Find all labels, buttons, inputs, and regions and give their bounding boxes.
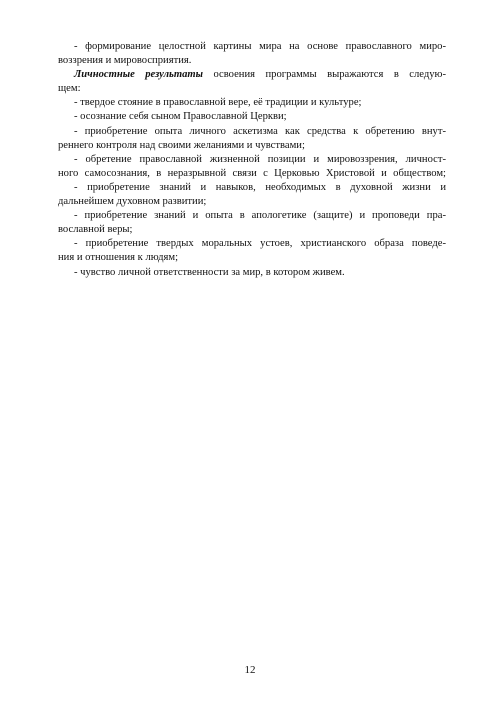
text-line: - чувство личной ответственности за мир, в котором живем. <box>74 266 345 278</box>
text-line: ного самосознания, в неразрывной связи с Церковью Христовой и обществом; <box>58 167 446 179</box>
list-item <box>58 153 446 181</box>
text-fragment: освоения программы выражаются в следую- <box>203 69 446 81</box>
list-item <box>58 209 446 237</box>
term-personal-results: Личностные результаты <box>74 69 203 81</box>
text-line: дальнейшем духовном развитии; <box>58 196 207 208</box>
text-line: реннего контроля над своими желаниями и чувствами; <box>58 139 305 151</box>
text-line: - приобретение знаний и опыта в апологетике (защите) и проповеди пра- <box>74 210 446 222</box>
text-line <box>58 68 446 82</box>
document-body <box>58 40 446 280</box>
list-item <box>58 181 446 209</box>
text-line: ния и отношения к людям; <box>58 252 179 264</box>
list-item <box>58 266 446 280</box>
text-line: - формирование целостной картины мира на основе православного миро- <box>74 41 446 52</box>
text-line: вославной веры; <box>58 224 133 236</box>
page-number: 12 <box>244 664 256 676</box>
text-line: - твердое стояние в православной вере, её традиции и культуре; <box>74 97 362 109</box>
paragraph-worldview <box>58 40 446 68</box>
text-line: воззрения и мировосприятия. <box>58 55 192 67</box>
text-line: - обретение православной жизненной позиции и мировоззрения, личност- <box>74 153 446 165</box>
list-item <box>58 96 446 110</box>
list-item <box>58 125 446 153</box>
list-item <box>58 237 446 265</box>
text-line: - приобретение твердых моральных устоев, христианского образа поведе- <box>74 238 446 250</box>
text-line: - осознание себя сыном Православной Церкви; <box>74 111 287 123</box>
paragraph-personal-results <box>58 68 446 96</box>
list-item <box>58 110 446 124</box>
text-line: щем: <box>58 83 81 95</box>
text-line: - приобретение опыта личного аскетизма как средства к обретению внут- <box>74 125 446 137</box>
text-line: - приобретение знаний и навыков, необходимых в духовной жизни и <box>74 181 446 193</box>
